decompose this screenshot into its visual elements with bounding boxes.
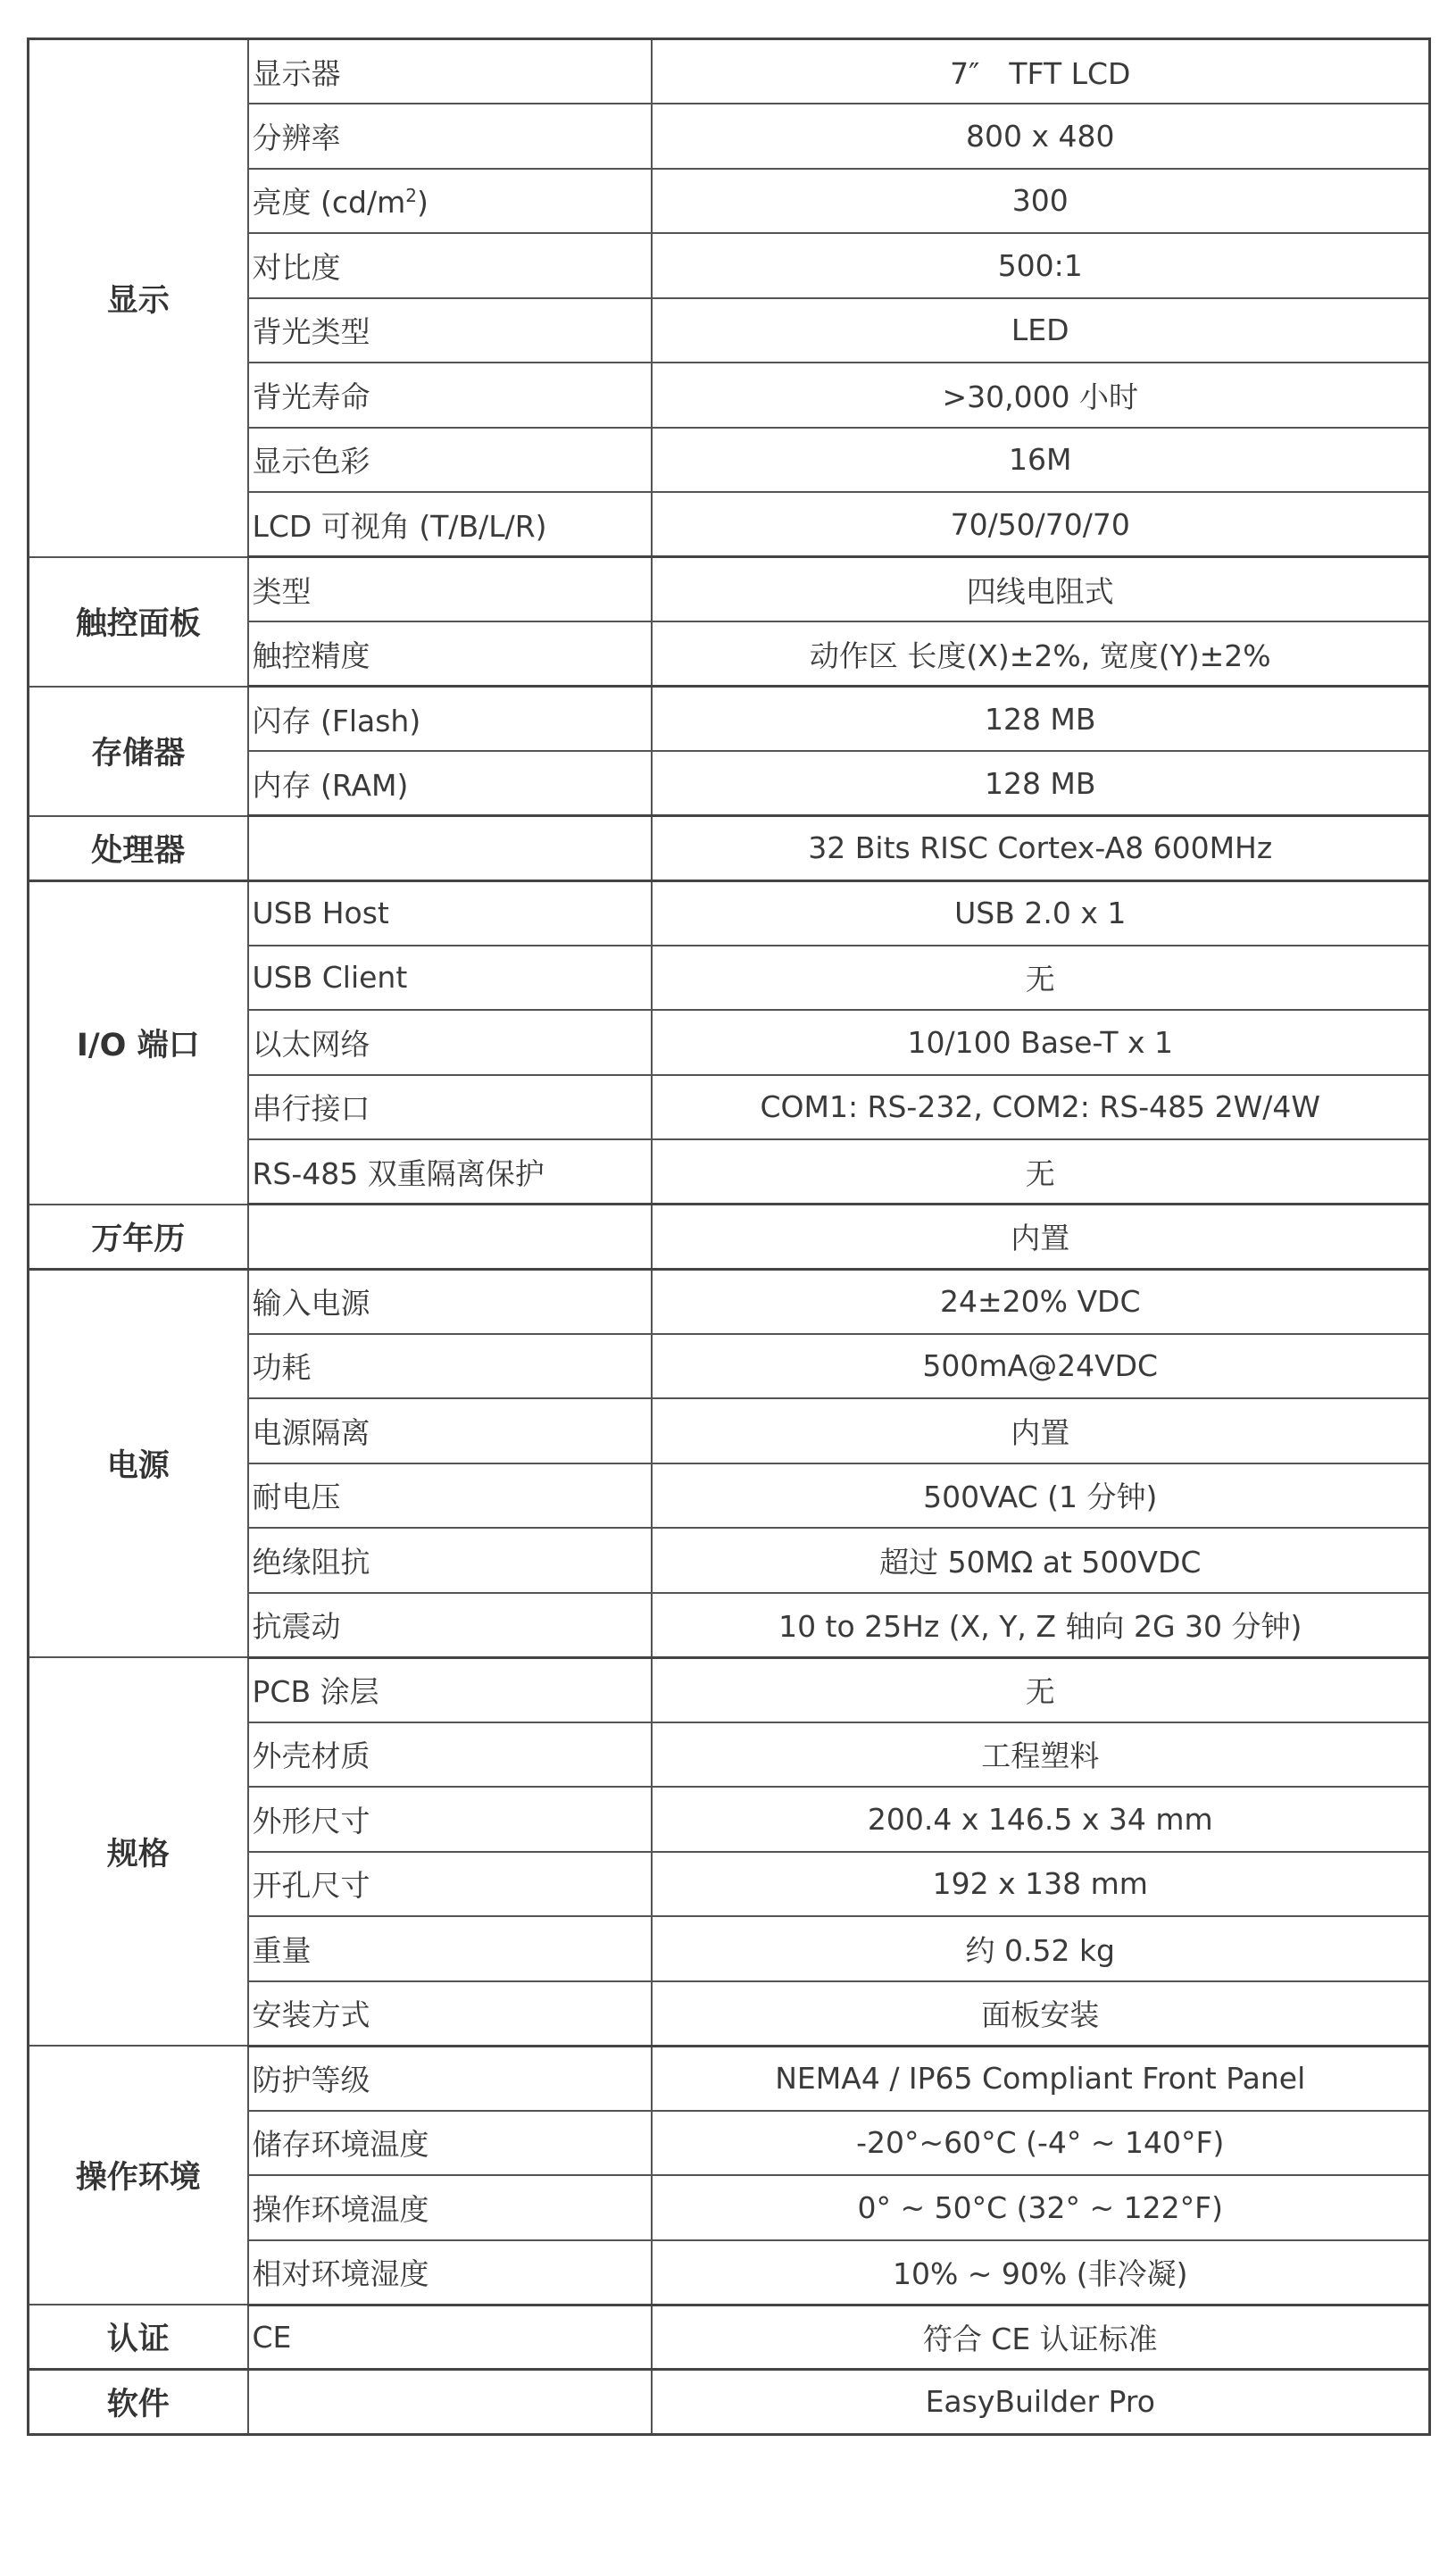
spec-value-cell: 500mA@24VDC <box>652 1334 1430 1399</box>
spec-param-cell: 类型 <box>248 557 652 622</box>
spec-value-cell: 200.4 x 146.5 x 34 mm <box>652 1787 1430 1852</box>
spec-value-cell: 约 0.52 kg <box>652 1916 1430 1981</box>
spec-value-cell: LED <box>652 298 1430 363</box>
spec-group-label: 存储器 <box>29 687 248 816</box>
spec-value-cell: 24±20% VDC <box>652 1269 1430 1334</box>
spec-param-cell: 分辨率 <box>248 104 652 169</box>
spec-param-cell: 内存 (RAM) <box>248 751 652 816</box>
spec-param-cell: 耐电压 <box>248 1463 652 1529</box>
spec-param-cell <box>248 2370 652 2435</box>
spec-param-suffix: ) <box>416 185 428 221</box>
spec-value-cell: EasyBuilder Pro <box>652 2370 1430 2435</box>
spec-param-label: 亮度 (cd/m <box>252 185 406 221</box>
spec-value-cell: 无 <box>652 1139 1430 1205</box>
spec-row <box>29 557 1430 622</box>
spec-value-cell: COM1: RS-232, COM2: RS-485 2W/4W <box>652 1075 1430 1140</box>
spec-value-cell: 无 <box>652 946 1430 1011</box>
spec-value-cell: 800 x 480 <box>652 104 1430 169</box>
spec-param-cell: 电源隔离 <box>248 1398 652 1463</box>
spec-param-cell: CE <box>248 2305 652 2370</box>
spec-group-label: 操作环境 <box>29 2046 248 2305</box>
spec-group-label: 显示 <box>29 39 248 557</box>
spec-value-cell: 动作区 长度(X)±2%, 宽度(Y)±2% <box>652 621 1430 687</box>
spec-value-cell: 300 <box>652 169 1430 234</box>
spec-value-cell: 128 MB <box>652 687 1430 752</box>
spec-value-cell: 500VAC (1 分钟) <box>652 1463 1430 1529</box>
spec-param-cell: 以太网络 <box>248 1010 652 1075</box>
spec-group-label: 认证 <box>29 2305 248 2370</box>
spec-group-label: 软件 <box>29 2370 248 2435</box>
spec-value-cell: 70/50/70/70 <box>652 492 1430 557</box>
spec-group-label: I/O 端口 <box>29 880 248 1205</box>
spec-row <box>29 1657 1430 1722</box>
spec-row <box>29 39 1430 104</box>
spec-value-cell: 10% ~ 90% (非冷凝) <box>652 2240 1430 2305</box>
spec-group-label: 触控面板 <box>29 557 248 687</box>
spec-table-body <box>29 39 1430 2435</box>
spec-param-cell <box>248 1205 652 1270</box>
spec-value-cell: >30,000 小时 <box>652 363 1430 428</box>
spec-group-label: 电源 <box>29 1269 248 1657</box>
spec-param-cell: 外壳材质 <box>248 1722 652 1788</box>
spec-param-cell: 闪存 (Flash) <box>248 687 652 752</box>
spec-value-cell: 10 to 25Hz (X, Y, Z 轴向 2G 30 分钟) <box>652 1593 1430 1658</box>
spec-param-cell: 相对环境湿度 <box>248 2240 652 2305</box>
spec-param-cell: 重量 <box>248 1916 652 1981</box>
spec-param-cell: 操作环境温度 <box>248 2175 652 2240</box>
spec-row <box>29 816 1430 881</box>
spec-param-cell: 触控精度 <box>248 621 652 687</box>
spec-param-cell: 对比度 <box>248 233 652 298</box>
spec-value-cell: 符合 CE 认证标准 <box>652 2305 1430 2370</box>
spec-value-cell: 超过 50MΩ at 500VDC <box>652 1528 1430 1593</box>
spec-param-cell <box>248 169 652 234</box>
spec-value-cell: 192 x 138 mm <box>652 1852 1430 1917</box>
spec-param-cell: PCB 涂层 <box>248 1657 652 1722</box>
spec-value-cell: 10/100 Base-T x 1 <box>652 1010 1430 1075</box>
spec-param-superscript: 2 <box>405 185 417 207</box>
spec-value-cell: 四线电阻式 <box>652 557 1430 622</box>
spec-param-cell: 显示色彩 <box>248 428 652 493</box>
spec-value-cell: 无 <box>652 1657 1430 1722</box>
spec-row <box>29 687 1430 752</box>
spec-param-cell: 安装方式 <box>248 1981 652 2047</box>
spec-param-cell: 抗震动 <box>248 1593 652 1658</box>
spec-param-cell: RS-485 双重隔离保护 <box>248 1139 652 1205</box>
spec-value-cell: 7″ TFT LCD <box>652 39 1430 104</box>
spec-value-cell: 0° ~ 50°C (32° ~ 122°F) <box>652 2175 1430 2240</box>
spec-table <box>27 38 1431 2436</box>
spec-param-cell: 绝缘阻抗 <box>248 1528 652 1593</box>
spec-row <box>29 2305 1430 2370</box>
spec-param-cell: 显示器 <box>248 39 652 104</box>
spec-param-cell <box>248 816 652 881</box>
spec-row <box>29 2046 1430 2111</box>
spec-value-cell: USB 2.0 x 1 <box>652 880 1430 946</box>
spec-value-cell: 工程塑料 <box>652 1722 1430 1788</box>
spec-param-cell: 开孔尺寸 <box>248 1852 652 1917</box>
spec-value-cell: 128 MB <box>652 751 1430 816</box>
spec-group-label: 处理器 <box>29 816 248 881</box>
spec-value-cell: 16M <box>652 428 1430 493</box>
spec-group-label: 万年历 <box>29 1205 248 1270</box>
spec-value-cell: 内置 <box>652 1398 1430 1463</box>
spec-row <box>29 880 1430 946</box>
spec-param-cell: 串行接口 <box>248 1075 652 1140</box>
spec-param-cell: 储存环境温度 <box>248 2111 652 2176</box>
spec-value-cell: 面板安装 <box>652 1981 1430 2047</box>
spec-value-cell: 内置 <box>652 1205 1430 1270</box>
spec-param-cell: USB Client <box>248 946 652 1011</box>
spec-value-cell: -20°~60°C (-4° ~ 140°F) <box>652 2111 1430 2176</box>
spec-param-cell: LCD 可视角 (T/B/L/R) <box>248 492 652 557</box>
spec-value-cell: 32 Bits RISC Cortex-A8 600MHz <box>652 816 1430 881</box>
spec-group-label: 规格 <box>29 1657 248 2046</box>
spec-value-cell: NEMA4 / IP65 Compliant Front Panel <box>652 2046 1430 2111</box>
spec-row <box>29 1205 1430 1270</box>
spec-value-cell: 500:1 <box>652 233 1430 298</box>
spec-param-cell: 背光寿命 <box>248 363 652 428</box>
spec-param-cell: 功耗 <box>248 1334 652 1399</box>
spec-row <box>29 1269 1430 1334</box>
spec-param-cell: 外形尺寸 <box>248 1787 652 1852</box>
spec-param-cell: 输入电源 <box>248 1269 652 1334</box>
spec-param-cell: 防护等级 <box>248 2046 652 2111</box>
spec-param-cell: 背光类型 <box>248 298 652 363</box>
spec-param-cell: USB Host <box>248 880 652 946</box>
spec-row <box>29 2370 1430 2435</box>
